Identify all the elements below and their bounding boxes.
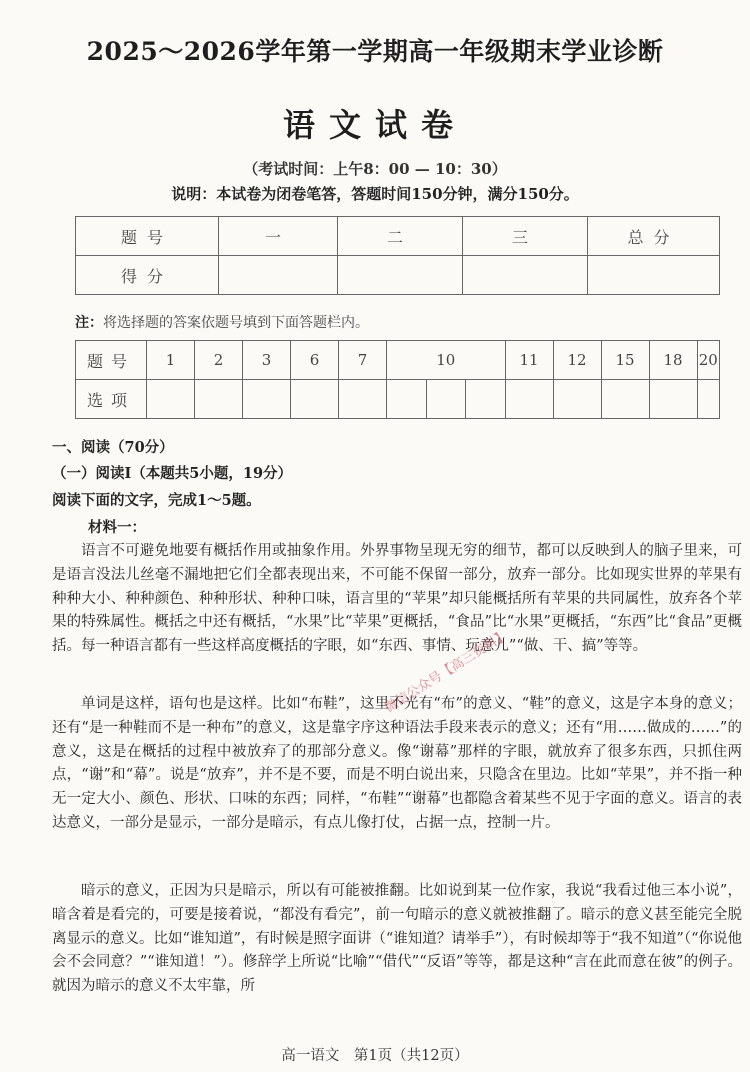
exam-time: （考试时间：上午8：00 — 10：30） — [243, 160, 507, 178]
answer-option-row — [76, 380, 720, 419]
answer-number-label: 题号 — [76, 341, 147, 380]
answer-table — [75, 340, 720, 419]
answer-blank[interactable] — [466, 380, 506, 419]
score-blank-part3[interactable] — [463, 256, 588, 295]
exam-note: 说明：本试卷为闭卷笔答，答题时间150分钟，满分150分。 — [171, 185, 579, 203]
score-blank-part1[interactable] — [219, 256, 338, 295]
answer-blank[interactable] — [339, 380, 387, 419]
answer-note-prefix: 注： — [75, 315, 103, 331]
passage-paragraph-2: 单词是这样，语句也是这样。比如“布鞋”，这里不光有“布”的意义、“鞋”的意义，这是字本身的意义；还有“是一种鞋而不是一种布”的意义，这是靠字序这种语法手段来表示的意义；还有“用……做成的……”的意义，这是在概括的过程中被放弃了的那部分意义。像“谢幕”那样的字眼，就放弃了很多东西，只抓住两点，“谢”和“幕”。说是“放弃”，并不是不要，而是不明白说出来，只隐含在里边。比如“苹果”，并不指一种无一定大小、颜色、形状、口味的东西；同样，“布鞋”“谢幕”也都隐含着某些不见于字面的意义。语言的表达意义，一部分是显示，一部分是暗示，有点儿像打仗，占据一点，控制一片。 — [52, 696, 742, 831]
question-number: 12 — [553, 341, 601, 380]
answer-blank[interactable] — [505, 380, 553, 419]
exam-title: 2025～2026学年第一学期高一年级期末学业诊断 — [86, 37, 664, 66]
answer-blank[interactable] — [426, 380, 466, 419]
score-blank-part2[interactable] — [338, 256, 463, 295]
answer-blank[interactable] — [649, 380, 697, 419]
section-heading-reading-1: （一）阅读Ⅰ（本题共5小题，19分） — [52, 465, 293, 482]
answer-blank[interactable] — [195, 380, 243, 419]
answer-blank[interactable] — [291, 380, 339, 419]
answer-blank[interactable] — [147, 380, 195, 419]
watermark: 微信公众号【高三资料】 — [382, 627, 512, 717]
question-number: 6 — [291, 341, 339, 380]
score-cell-label: 题号 — [76, 217, 219, 256]
answer-blank[interactable] — [697, 380, 719, 419]
question-number: 15 — [601, 341, 649, 380]
question-number: 11 — [505, 341, 553, 380]
passage-paragraph-3: 暗示的意义，正因为只是暗示，所以有可能被推翻。比如说到某一位作家，我说“我看过他三本小说”，暗含着是看完的，可要是接着说，“都没有看完”，前一句暗示的意义就被推翻了。暗示的意义甚至能完全脱离显示的意义。比如“谁知道”，有时候是照字面讲（“谁知道？请举手”），有时候却等于“我不知道”（“你说他会不会同意？”“谁知道！”）。修辞学上所说“比喻”“借代”“反语”等等，都是这种“言在此而意在彼”的例子。就因为暗示的意义不太牢靠，所 — [52, 883, 742, 995]
answer-blank[interactable] — [243, 380, 291, 419]
answer-blank[interactable] — [601, 380, 649, 419]
score-table — [75, 216, 720, 295]
score-cell-part1: 一 — [219, 217, 338, 256]
question-number: 18 — [649, 341, 697, 380]
passage-paragraph-1: 语言不可避免地要有概括作用或抽象作用。外界事物呈现无穷的细节，都可以反映到人的脑子里来，可是语言没法儿丝毫不漏地把它们全都表现出来，不可能不保留一部分，放弃一部分。比如现实世界的苹果有种种大小、种种颜色、种种形状、种种口味，语言里的“苹果”却只能概括所有苹果的共同属性，放弃各个苹果的特殊属性。概括之中还有概括，“水果”比“苹果”更概括，“食品”比“水果”更概括，“东西”比“食品”更概括。每一种语言都有一些这样高度概括的字眼，如“东西、事情、玩意儿”“做、干、搞”等等。 — [52, 543, 742, 655]
answer-note — [75, 312, 369, 332]
score-cell-total: 总分 — [588, 217, 720, 256]
reading-instruction: 阅读下面的文字，完成1～5题。 — [52, 492, 261, 509]
answer-blank[interactable] — [553, 380, 601, 419]
score-blank-total[interactable] — [588, 256, 720, 295]
question-number: 10 — [387, 341, 506, 380]
question-number: 3 — [243, 341, 291, 380]
score-cell-part2: 二 — [338, 217, 463, 256]
answer-number-row — [76, 341, 720, 380]
score-table-score-row — [76, 256, 720, 295]
score-cell-part3: 三 — [463, 217, 588, 256]
section-heading-reading: 一、阅读（70分） — [52, 439, 174, 456]
question-number: 1 — [147, 341, 195, 380]
score-row-label: 得分 — [76, 256, 219, 295]
subject-title: 语文试卷 — [282, 106, 467, 144]
answer-blank[interactable] — [387, 380, 427, 419]
question-number: 2 — [195, 341, 243, 380]
answer-option-label: 选项 — [76, 380, 147, 419]
question-number: 20 — [697, 341, 719, 380]
score-table-header-row — [76, 217, 720, 256]
answer-note-text: 将选择题的答案依题号填到下面答题栏内。 — [103, 315, 369, 331]
page-footer: 高一语文 第1页（共12页） — [281, 1048, 469, 1064]
question-number: 7 — [339, 341, 387, 380]
material-label: 材料一： — [88, 519, 146, 536]
